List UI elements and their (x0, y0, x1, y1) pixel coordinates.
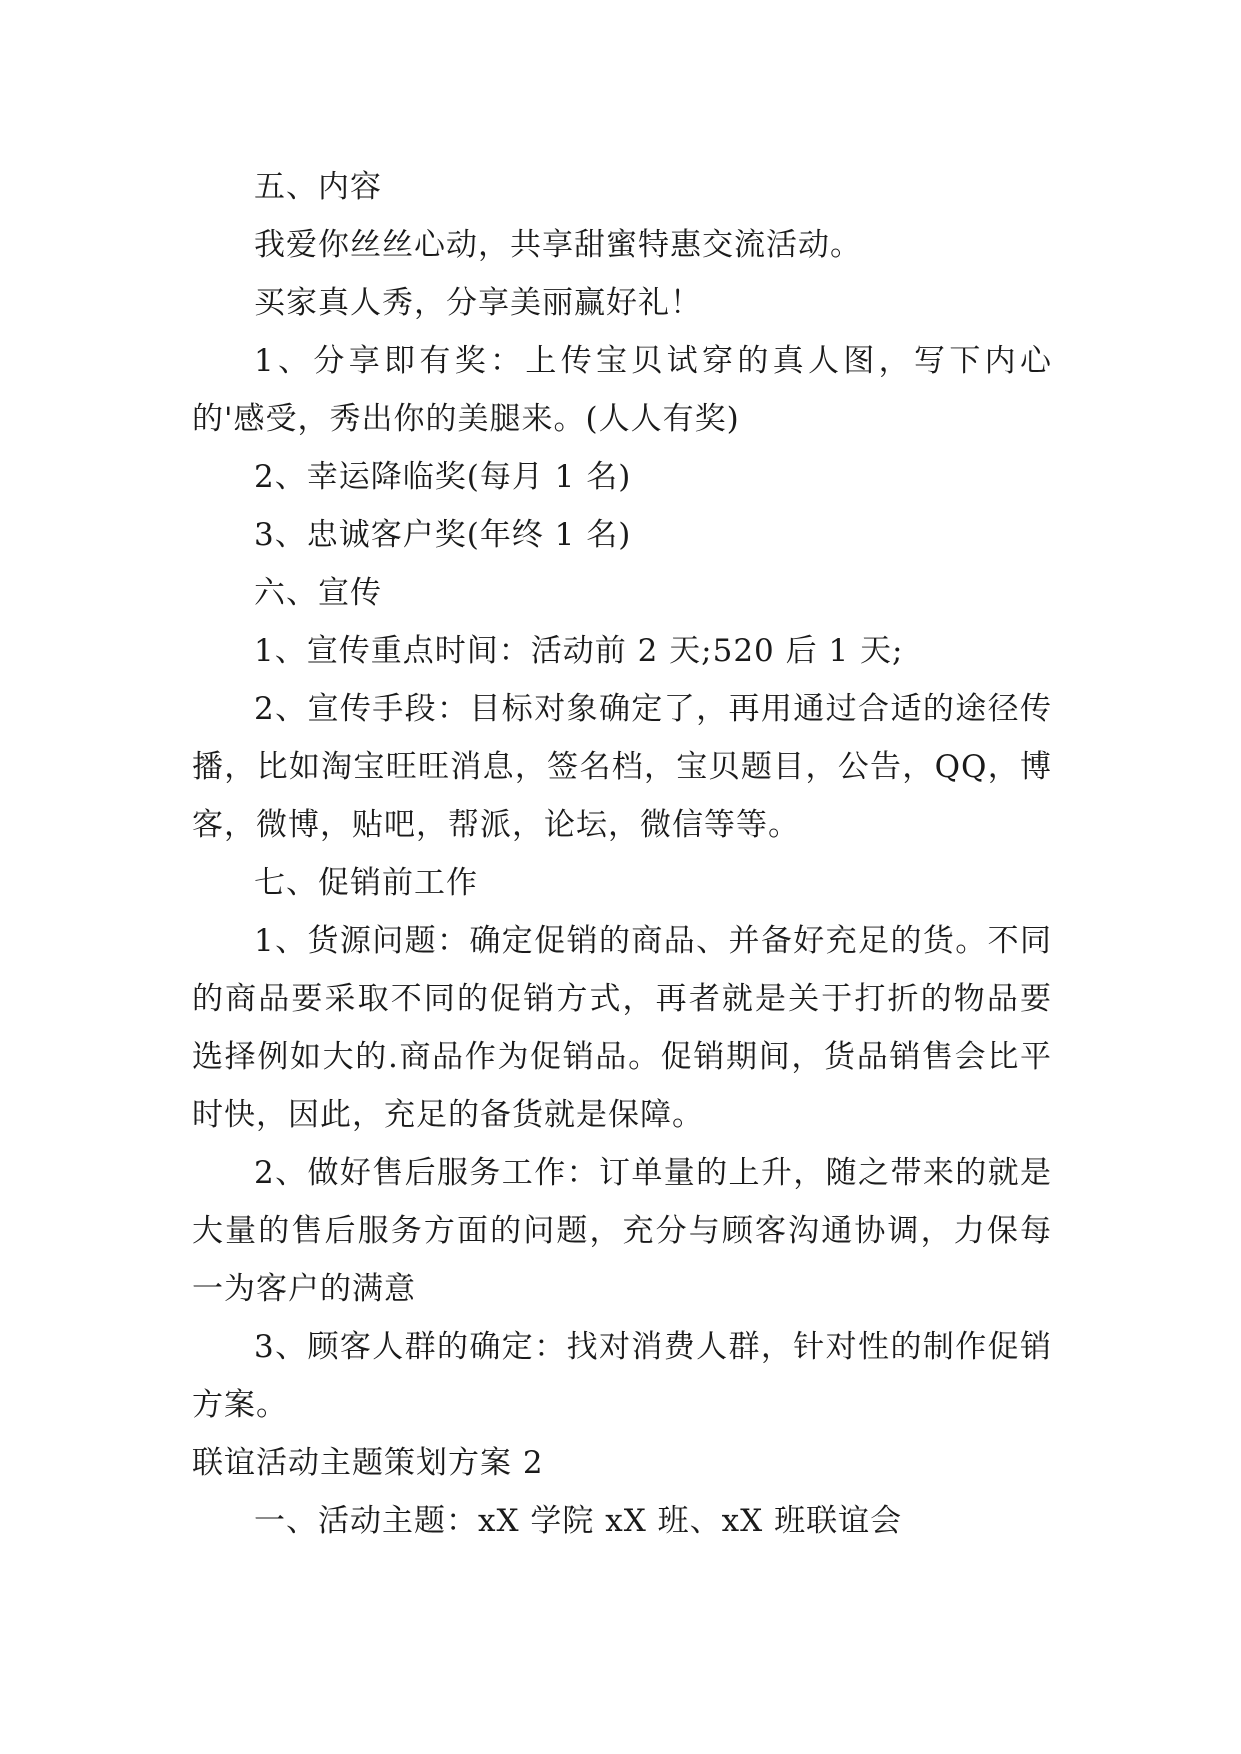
paragraph-loyal-award: 3、忠诚客户奖(年终 1 名) (254, 517, 632, 553)
paragraph-lucky-award: 2、幸运降临奖(每月 1 名) (254, 459, 632, 495)
paragraph-after-sales: 2、做好售后服务工作：订单量的上升，随之带来的就是大量的售后服务方面的问题，充分与顾客沟通协调，力保每一为客户的满意 (192, 1155, 1052, 1307)
paragraph-promo-time: 1、宣传重点时间：活动前 2 天;520 后 1 天; (254, 633, 904, 669)
paragraph-activity-theme: 一、活动主题：xX 学院 xX 班、xX 班联谊会 (254, 1503, 903, 1539)
paragraph-activity-name: 我爱你丝丝心动，共享甜蜜特惠交流活动。 (254, 227, 862, 263)
paragraph-buyer-show: 买家真人秀，分享美丽赢好礼！ (254, 285, 702, 321)
heading-promotion: 六、宣传 (254, 575, 382, 611)
paragraph-supply: 1、货源问题：确定促销的商品、并备好充足的货。不同的商品要采取不同的促销方式，再者就是关于打折的物品要选择例如大的.商品作为促销品。促销期间，货品销售会比平时快，因此，充足的备货就是保障。 (192, 923, 1052, 1133)
paragraph-share-award: 1、分享即有奖：上传宝贝试穿的真人图，写下内心的'感受，秀出你的美腿来。(人人有奖) (192, 343, 1052, 437)
section-title-plan-2: 联谊活动主题策划方案 2 (192, 1445, 544, 1481)
heading-pre-sale-work: 七、促销前工作 (254, 865, 478, 901)
document-body (192, 158, 1052, 1550)
heading-content: 五、内容 (254, 169, 382, 205)
paragraph-promo-means: 2、宣传手段：目标对象确定了，再用通过合适的途径传播，比如淘宝旺旺消息，签名档，宝贝题目，公告，QQ，博客，微博，贴吧，帮派，论坛，微信等等。 (192, 691, 1052, 843)
paragraph-customer-group: 3、顾客人群的确定：找对消费人群，针对性的制作促销方案。 (192, 1329, 1052, 1423)
